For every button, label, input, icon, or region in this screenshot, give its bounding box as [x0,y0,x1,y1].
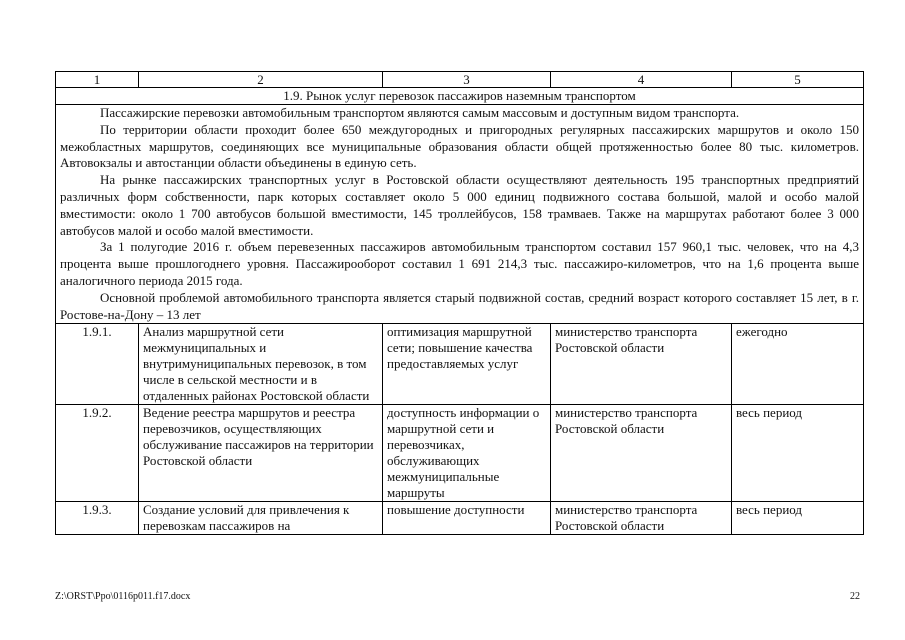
intro-paragraph: Пассажирские перевозки автомобильным транспортом являются самым массовым и доступным видом транспорта. [100,105,740,120]
measure-cell: Анализ маршрутной сети межмуниципальных и внутримуниципальных перевозок, в том числе в сельской местности и в отдаленных районах Ростовской области [139,324,383,405]
result-cell: доступность информации о маршрутной сети и перевозчиках, обслуживающих межмуниципальные маршруты [383,405,551,502]
intro-text [56,105,864,324]
column-number-row [56,72,864,88]
result-cell: повышение доступности [383,502,551,535]
intro-paragraph: За 1 полугодие 2016 г. объем перевезенных пассажиров автомобильным транспортом составил 157 960,1 тыс. человек, что на 4,3 процента выше прошлогоднего уровня. Пассажирооборот составил 1 691 214,3 тыс. пассажиро-километров, что на 1,6 процента выше аналогичного периода 2015 года. [60,239,859,288]
row-number: 1.9.2. [56,405,139,502]
intro-paragraph: Основной проблемой автомобильного транспорта является старый подвижной состав, средний возраст которого составляет 15 лет, в г. Ростове-на-Дону – 13 лет [60,289,859,322]
column-number: 5 [732,72,864,88]
intro-paragraph: На рынке пассажирских транспортных услуг в Ростовской области осуществляют деятельность 195 транспортных предприятий различных форм собственности, парк которых составляет около 5 000 единиц подвижного состава большой, малой и особо малой вместимости: около 1 700 автобусов большой вместимости, 145 троллейбусов, 158 трамваев. Также на маршрутах работают более 3 000 автобусов малой и особо малой вместимости. [60,172,859,238]
section-title-row [56,88,864,105]
measure-cell: Ведение реестра маршрутов и реестра перевозчиков, осуществляющих обслуживание пассажиров на территории Ростовской области [139,405,383,502]
column-number: 2 [139,72,383,88]
executor-cell: министерство транспорта Ростовской области [551,324,732,405]
row-number: 1.9.3. [56,502,139,535]
row-number: 1.9.1. [56,324,139,405]
period-cell: весь период [732,405,864,502]
page-number: 22 [850,591,860,602]
intro-row [56,105,864,324]
column-number: 4 [551,72,732,88]
executor-cell: министерство транспорта Ростовской области [551,502,732,535]
period-cell: ежегодно [732,324,864,405]
section-title: 1.9. Рынок услуг перевозок пассажиров наземным транспортом [56,88,864,105]
intro-paragraph: По территории области проходит более 650 междугородных и пригородных регулярных пассажирских маршрутов и около 150 межобластных маршрутов, соединяющих все муниципальные образования области общей протяженностью более 80 тыс. километров. Автовокзалы и автостанции области объединены в единую сеть. [60,121,859,171]
column-number: 1 [56,72,139,88]
table-row [56,405,864,502]
measure-cell: Создание условий для привлечения к перевозкам пассажиров на [139,502,383,535]
period-cell: весь период [732,502,864,535]
file-path: Z:\ORST\Ppo\0116p011.f17.docx [55,591,191,602]
document-table [55,71,864,535]
result-cell: оптимизация маршрутной сети; повышение качества предоставляемых услуг [383,324,551,405]
executor-cell: министерство транспорта Ростовской области [551,405,732,502]
table-row [56,324,864,405]
column-number: 3 [383,72,551,88]
table-row [56,502,864,535]
